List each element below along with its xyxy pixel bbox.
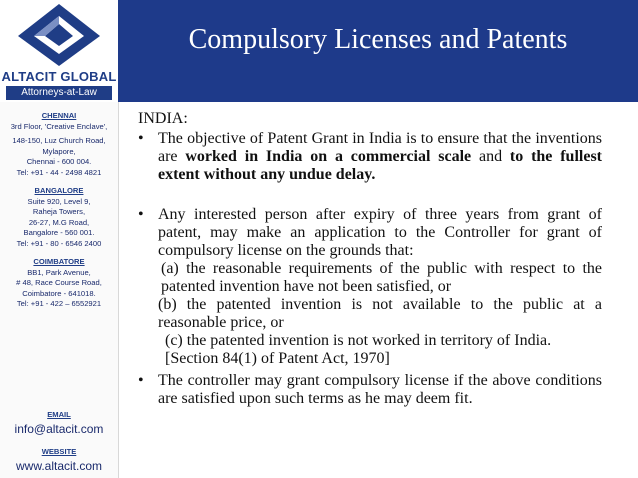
sidebar — [0, 0, 119, 478]
sub-clause-a: (a) the reasonable requirements of the public with respect to the patented invention have not been satisfied, or — [161, 260, 602, 295]
office-line: Chennai - 600 004. — [26, 157, 92, 166]
office-line: 26-27, M.G Road, — [28, 217, 90, 227]
office-city: CHENNAI — [41, 111, 77, 120]
logo-name: ALTACIT GLOBAL — [1, 69, 117, 84]
office-line: Mylapore, — [42, 146, 76, 156]
title-bar — [118, 0, 638, 102]
bullet-icon: • — [138, 206, 144, 223]
office-line: Tel: +91 - 422 – 6552921 — [16, 299, 102, 308]
slide-body — [138, 110, 602, 408]
logo — [0, 0, 118, 102]
sub-clause-c: (c) the patented invention is not worked in territory of India. — [165, 332, 552, 349]
bullet-item — [138, 206, 602, 260]
logo-emblem-icon — [10, 2, 108, 68]
office-line: BB1, Park Avenue, — [27, 267, 91, 277]
office-line: Bangalore - 560 001. — [23, 228, 95, 237]
email-link[interactable]: info@altacit.com — [14, 422, 104, 436]
office-line: Tel: +91 - 80 - 6546 2400 — [16, 238, 102, 248]
email-label: EMAIL — [47, 410, 71, 419]
bullet-text: Any interested person after expiry of three years from grant of patent, may make an application to the Controller for grant of compulsory license on the grounds that: — [158, 206, 602, 259]
office-line: Suite 920, Level 9, — [27, 196, 91, 206]
office-line: # 48, Race Course Road, — [16, 278, 102, 287]
office-chennai — [0, 111, 118, 178]
bullet-item — [138, 372, 602, 408]
bullet-item — [138, 130, 602, 184]
bullet-text: The controller may grant compulsory license if the above conditions are satisfied upon such terms as he may deem fit. — [158, 372, 602, 407]
office-coimbatore — [0, 257, 118, 310]
office-line: Coimbatore - 641018. — [22, 288, 96, 298]
slide-title: Compulsory Licenses and Patents — [188, 24, 568, 55]
sub-clause-b: (b) the patented invention is not available to the public at a reasonable price, or — [158, 296, 602, 331]
bullet-text: The objective of Patent Grant in India is to ensure that the inventions are worked in India on a commercial scale and to the fullest extent without any undue delay. — [158, 130, 602, 183]
office-city: BANGALORE — [34, 186, 84, 195]
bullet-icon: • — [138, 372, 144, 389]
website-link[interactable]: www.altacit.com — [15, 459, 103, 473]
logo-tagline: Attorneys-at-Law — [6, 86, 112, 100]
office-line: Tel: +91 - 44 - 2498 4821 — [16, 167, 102, 177]
office-line: Raheja Towers, — [32, 207, 86, 216]
section-reference: [Section 84(1) of Patent Act, 1970] — [165, 350, 390, 367]
office-line: 3rd Floor, 'Creative Enclave', — [10, 121, 108, 131]
office-bangalore — [0, 186, 118, 249]
website-label: WEBSITE — [41, 447, 77, 456]
section-heading: INDIA: — [138, 110, 188, 127]
office-city: COIMBATORE — [33, 257, 85, 266]
bullet-icon: • — [138, 130, 144, 147]
office-line: 148-150, Luz Church Road, — [12, 136, 106, 145]
